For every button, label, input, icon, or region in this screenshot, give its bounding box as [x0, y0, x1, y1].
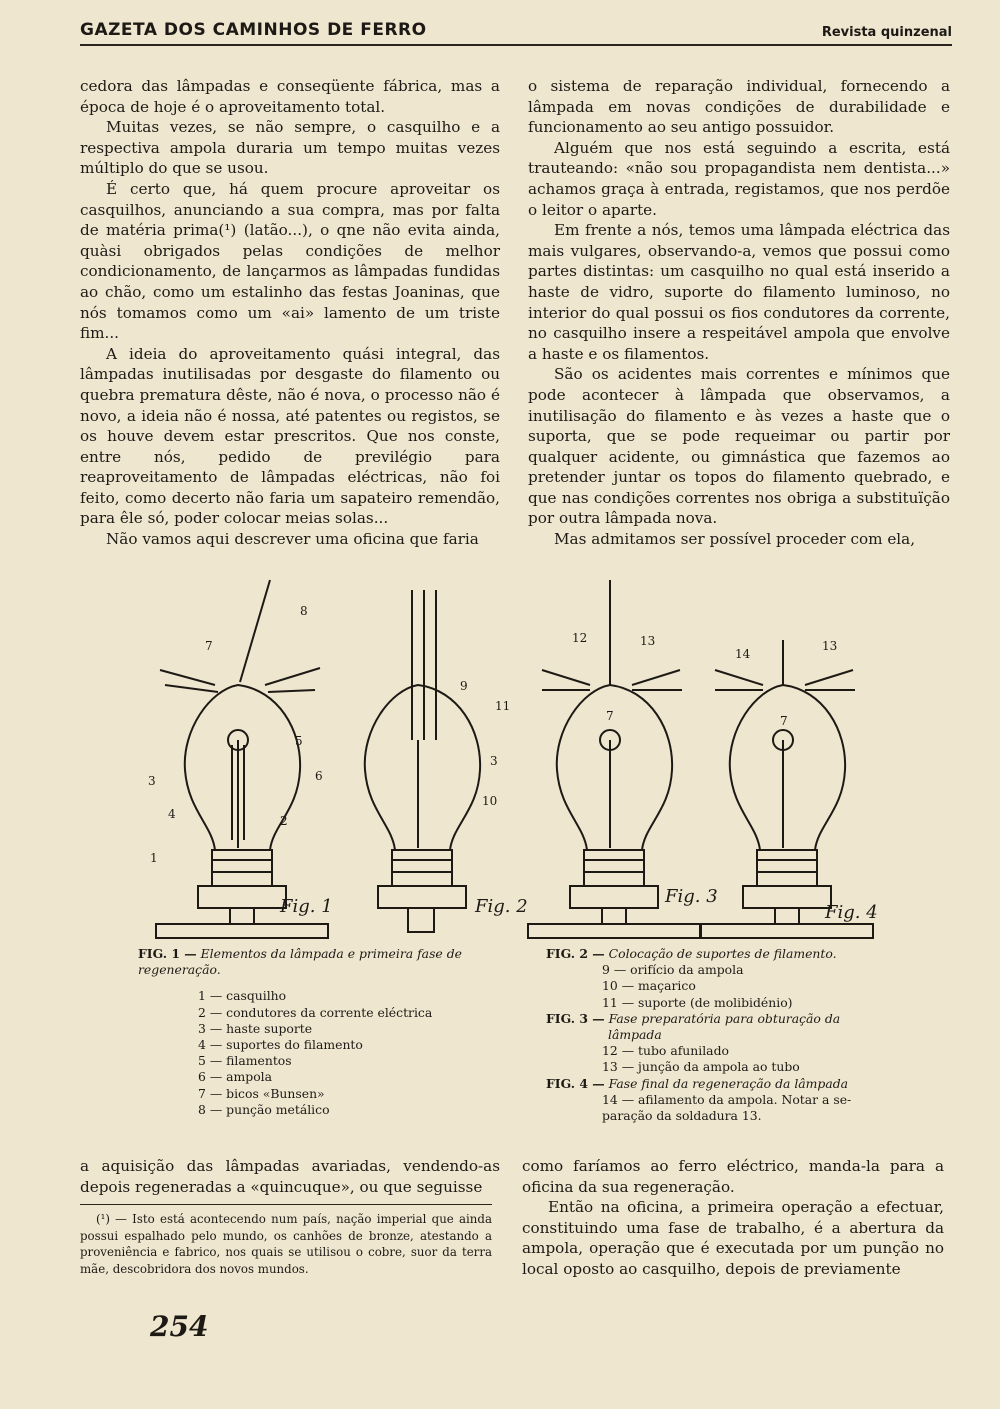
page-header — [80, 10, 952, 46]
paragraph: a aquisição das lâmpadas avariadas, vendendo-as depois regeneradas a «quincuque», ou que seguisse — [80, 1157, 500, 1196]
figure-number: 12 — [572, 631, 588, 645]
legend-item: 13 — junção da ampola ao tubo — [602, 1059, 800, 1075]
paragraph: o sistema de reparação individual, fornecendo a lâmpada em novas condições de durabilidade e funcionamento ao seu antigo possuidor. — [528, 77, 950, 137]
paragraph: Não vamos aqui descrever uma oficina que faria — [106, 530, 479, 549]
caption-fig-label: FIG. 2 — — [546, 946, 605, 961]
paragraph: É certo que, há quem procure aproveitar os casquilhos, anunciando a sua compra, mas por falta de matéria prima(¹) (latão...), o qne não evita ainda, quàsi obrigados pelas condições de melhor condicionamento, de lançarmos as lâmpadas fundidas ao chão, como um estalinho das festas Joaninas, que nós tomamos como um «ai» lamento de um triste fim... — [80, 179, 500, 343]
figure-number: 1 — [150, 851, 158, 865]
left-column-bottom — [80, 1156, 500, 1197]
legend-item: 5 — filamentos — [198, 1053, 292, 1069]
lamp-fig-3 — [528, 580, 700, 938]
paragraph: Muitas vezes, se não sempre, o casquilho e a respectiva ampola duraria um tempo muitas vezes múltiplo do que se usou. — [80, 118, 500, 178]
paragraph: Então na oficina, a primeira operação a efectuar, constituindo uma fase de trabalho, é a abertura da ampola, operação que é executada por um punção no local oposto ao casquilho, depois de previamente — [522, 1198, 944, 1278]
legend-item: 2 — condutores da corrente eléctrica — [198, 1004, 433, 1020]
caption-fig-label: FIG. 1 — — [138, 946, 197, 961]
legend-item: 4 — suportes do filamento — [198, 1037, 363, 1053]
footnote — [80, 1204, 492, 1277]
paragraph: Alguém que nos está seguindo a escrita, está trauteando: «não sou propagandista nem dentista...» achamos graça à entrada, registamos, que nos perdõe o leitor o aparte. — [528, 138, 950, 219]
paragraph: Mas admitamos ser possível proceder com ela, — [554, 530, 916, 549]
figure-number: 9 — [460, 679, 468, 693]
figure-label: Fig. 1 — [280, 896, 333, 917]
legend-item: 8 — punção metálico — [198, 1101, 330, 1117]
legend-item: 10 — maçarico — [602, 978, 696, 994]
figure-number: 5 — [295, 734, 303, 748]
legend-item: 3 — haste suporte — [198, 1020, 313, 1036]
lamp-fig-4 — [701, 640, 873, 938]
caption-fig-label: FIG. 3 — — [546, 1010, 605, 1026]
legend-item: 7 — bicos «Bunsen» — [198, 1085, 325, 1101]
legend-item: paração da soldadura 13. — [602, 1108, 762, 1124]
figure-number: 7 — [205, 639, 213, 653]
legend-item: 6 — ampola — [198, 1069, 273, 1085]
legend-item: 1 — casquilho — [198, 988, 287, 1004]
figure-number: 7 — [606, 709, 614, 723]
legend-item: 12 — tubo afunilado — [602, 1043, 729, 1059]
figure-number: 7 — [780, 714, 788, 728]
caption-fig-1 — [138, 946, 488, 1118]
figure-number: 13 — [822, 639, 838, 653]
caption-fig-title: Fase preparatória para obturação da — [608, 1010, 841, 1026]
legend-item: 11 — suporte (de molibidénio) — [602, 994, 793, 1010]
paragraph: Em frente a nós, temos uma lâmpada eléctrica das mais vulgares, observando-a, vemos que possui como partes distintas: um casquilho no qual está inserido a haste de vidro, suporte do filamento luminoso, no interior do qual possui os fios condutores da corrente, no casquilho insere a respeitável ampola que envolve a haste e os filamentos. — [528, 221, 950, 363]
figure-number: 11 — [495, 699, 511, 713]
figure-number: 3 — [148, 774, 156, 788]
magazine-title: GAZETA DOS CAMINHOS DE FERRO — [80, 20, 427, 40]
left-column-top — [80, 76, 500, 550]
lamp-fig-2 — [365, 590, 480, 932]
caption-fig-title: Fase final da regeneração da lâmpada — [608, 1075, 849, 1091]
caption-fig-label: FIG. 4 — — [546, 1075, 605, 1091]
figure-number: 2 — [280, 814, 288, 828]
caption-fig-title-cont: lâmpada — [608, 1027, 662, 1043]
figure-number: 14 — [735, 647, 751, 661]
page-number: 254 — [150, 1310, 209, 1343]
figure-number: 8 — [300, 604, 308, 618]
paragraph: como faríamos ao ferro eléctrico, manda-la para a oficina da sua regeneração. — [522, 1157, 944, 1196]
legend-item: 9 — orifício da ampola — [602, 962, 744, 978]
caption-figs-2-4 — [546, 946, 906, 1124]
figure-label: Fig. 2 — [475, 896, 528, 917]
figure-number: 13 — [640, 634, 656, 648]
caption-fig-title: Elementos da lâmpada e primeira fase de regeneração. — [138, 946, 462, 978]
paragraph: cedora das lâmpadas e conseqüente fábrica, mas a época de hoje é o aproveitamento total. — [80, 77, 500, 116]
caption-fig-title: Colocação de suportes de filamento. — [608, 946, 837, 961]
figure-number: 4 — [168, 807, 176, 821]
lamp-regeneration-figure — [120, 560, 920, 945]
figure-label: Fig. 3 — [665, 886, 718, 907]
magazine-subtitle: Revista quinzenal — [821, 25, 952, 40]
right-column-top — [528, 76, 950, 550]
legend-list — [138, 988, 488, 1118]
footnote-text: (¹) — Isto está acontecendo num país, nação imperial que ainda possui espalhado pelo mundo, os canhões de bronze, atestando a proveniência e fabrico, nos quais se utilisou o cobre, suor da terra mãe, descobridora dos novos mundos. — [80, 1212, 492, 1276]
figure-number: 6 — [315, 769, 323, 783]
lamp-fig-1 — [156, 580, 328, 938]
figure-number: 10 — [482, 794, 498, 808]
paragraph: São os acidentes mais correntes e mínimos que pode acontecer à lâmpada que observamos, a inutilisação do filamento e às vezes a haste que o suporta, que se pode requeimar ou partir por qualquer acidente, ou gimnástica que fazemos ao pretender juntar os topos do filamento quebrado, e que nas condições correntes nos obriga a substituïção por outra lâmpada nova. — [528, 365, 950, 528]
figure-label: Fig. 4 — [825, 902, 878, 923]
legend-item: 14 — afilamento da ampola. Notar a se- — [602, 1091, 852, 1107]
right-column-bottom — [522, 1156, 944, 1280]
paragraph: A ideia do aproveitamento quási integral, das lâmpadas inutilisadas por desgaste do filamento ou quebra prematura dêste, não é nova, o processo não é novo, a ideia não é nossa, até patentes ou registos, se os houve devem estar prescritos. Que nos conste, entre nós, pedido de previlégio para reaproveitamento de lâmpadas eléctricas, não foi feito, como decerto não faria um sapateiro remendão, para êle só, poder colocar meias solas... — [80, 344, 500, 528]
figure-number: 3 — [490, 754, 498, 768]
